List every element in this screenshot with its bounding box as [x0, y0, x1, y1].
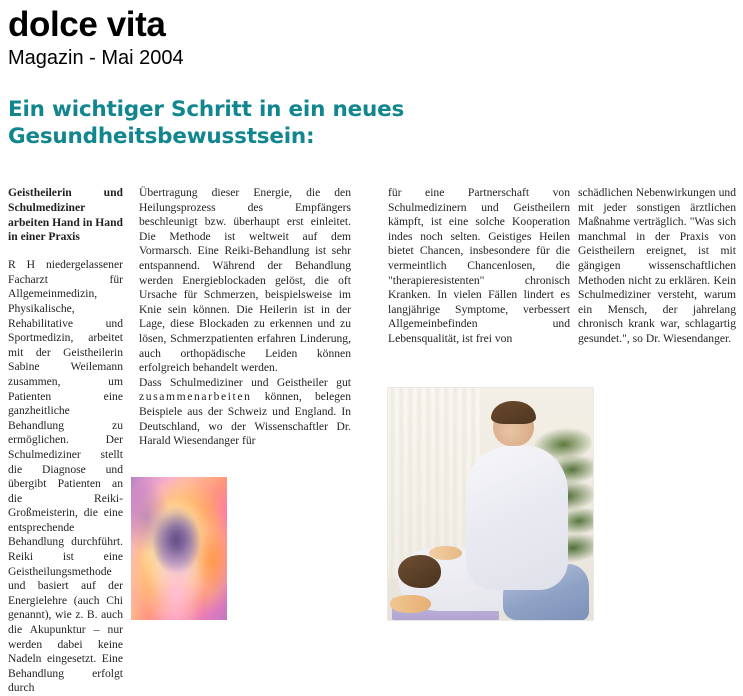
- article-column-4: [578, 186, 736, 347]
- article-column-2: [139, 186, 351, 449]
- paragraph-text-start: Dass Schulmediziner und Geistheiler gut: [139, 375, 351, 389]
- headline-line-2: Gesundheitsbewusstsein:: [8, 124, 315, 149]
- aura-photograph: [131, 477, 227, 620]
- paragraph-text-end: können, belegen Beispiele aus der Schweiz und England. In Deutschland, wo der Wissenschaftler Dr. Harald Wiesendanger für: [139, 390, 351, 448]
- photo-patient-head: [398, 555, 441, 587]
- headline-line-1: Ein wichtiger Schritt in ein neues: [8, 97, 405, 122]
- article-column-1: [8, 186, 123, 696]
- article-column-1-paragraph: R H niedergelassener Facharzt für Allgemeinmedizin, Physikalische, Rehabilitative und Sportmedizin, arbeitet mit der Geistheilerin Sabine Weilemann zusammen, um Patienten eine ganzheitliche Behandlung zu ermöglichen. Der Schulmediziner stellt die Diagnose und übergibt Patienten an die Reiki-Großmeisterin, die eine entsprechende Behandlung durchführt. Reiki ist eine Geistheilungsmethode und basiert auf der Energielehre (auch Chi genannt), wie z. B. auch die Akupunktur – nur werden dabei keine Nadeln eingesetzt. Eine Behandlung erfolgt durch: [8, 258, 123, 695]
- paragraph-text-letterspaced: zusammenarbeiten: [139, 390, 252, 404]
- magazine-issue: Magazin - Mai 2004: [8, 47, 184, 69]
- aura-photograph-layer: [131, 477, 227, 620]
- photo-patient-arm: [390, 595, 431, 614]
- article-body: [8, 186, 736, 695]
- article-column-2-paragraph-2: [139, 376, 351, 449]
- photo-healer-body: [466, 446, 569, 590]
- photo-healer-hands: [429, 546, 462, 560]
- magazine-title: dolce vita: [8, 5, 166, 44]
- article-column-3: [388, 186, 570, 347]
- article-lead-paragraph: Geistheilerin und Schulmediziner arbeiten Hand in Hand in einer Praxis: [8, 186, 123, 244]
- therapy-photograph: [388, 388, 593, 620]
- article-column-4-paragraph: schädlichen Nebenwirkungen und mit jeder sonstigen ärztlichen Maßnahme verträglich. "Was sich manchmal in der Praxis von Geistheilern ereignet, ist mit gängigen wissenschaftlichen Methoden nicht zu erklären. Kein Schulmediziner versteht, warum ein Mensch, der jahrelang chronisch krank war, schlagartig gesundet.", so Dr. Wiesendanger.: [578, 186, 736, 345]
- article-column-3-paragraph: für eine Partnerschaft von Schulmedizinern und Geistheilern kämpft, ist eine solche Kooperation indes noch selten. Geistiges Heilen bietet Chancen, insbesondere für die vermeintlich Chancenlosen, die "therapieresistenten" chronisch Kranken. In vielen Fällen lindert es langjährige Symptome, verbessert Allgemeinbefinden und Lebensqualität, ist frei von: [388, 186, 570, 345]
- article-column-2-paragraph-1: Übertragung dieser Energie, die den Heilungsprozess des Empfängers beschleunigt bzw. überhaupt erst einleitet. Die Methode ist weltweit auf dem Vormarsch. Eine Reiki-Behandlung ist sehr entspannend. Während der Behandlung werden Energieblockaden gelöst, die oft Ursache für Schmerzen, beispielsweise im Knie sein können. Die Heilerin ist in der Lage, diese Blockaden zu erkennen und zu lösen, Schmerzpatienten erfahren Linderung, auch orthopädische Leiden können erfolgreich behandelt werden.: [139, 186, 351, 375]
- masthead: [8, 6, 508, 70]
- photo-healer-hair: [491, 401, 536, 424]
- article-headline: [8, 96, 438, 150]
